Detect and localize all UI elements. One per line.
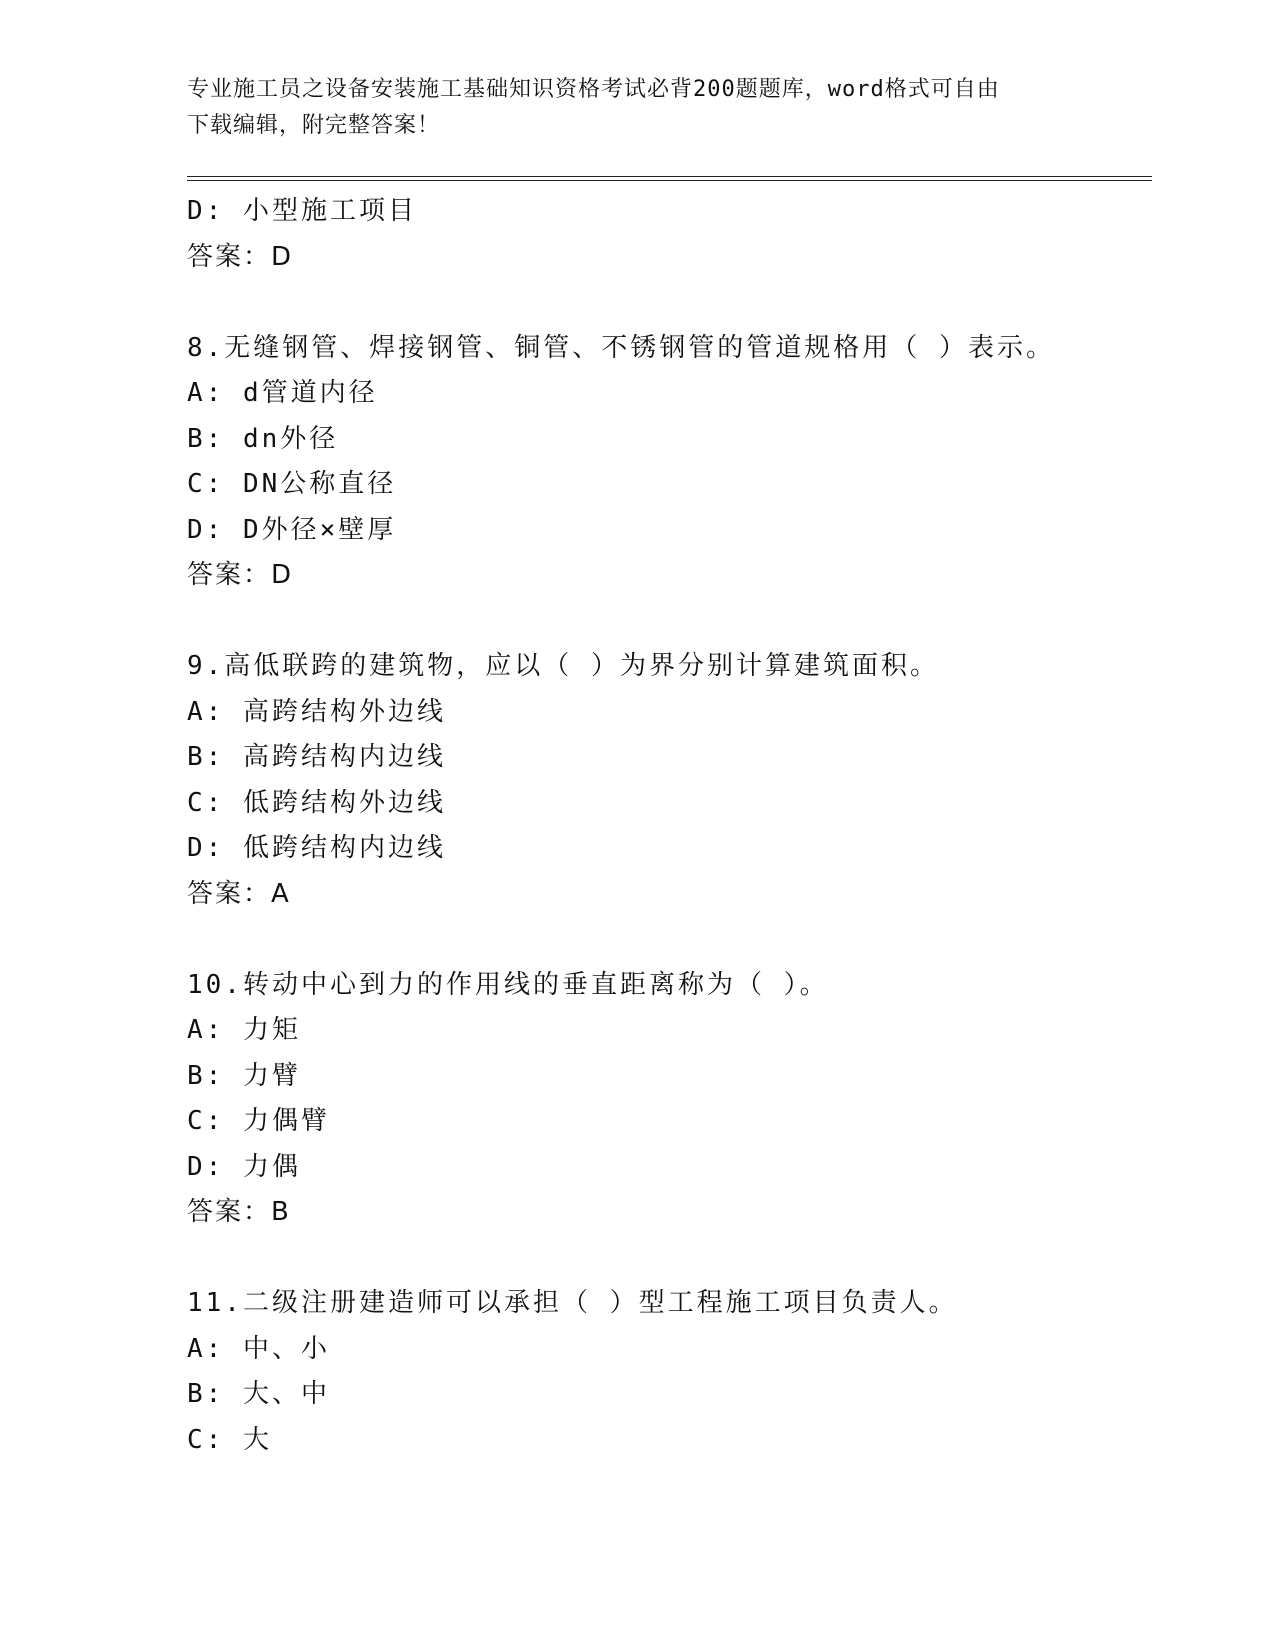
option-b: B: 力臂 — [187, 1060, 301, 1091]
question-text: 8.无缝钢管、焊接钢管、铜管、不锈钢管的管道规格用（ ）表示。 — [187, 332, 1055, 363]
question-11 — [187, 1281, 1152, 1463]
question-8 — [187, 326, 1152, 599]
spacer — [187, 599, 1152, 645]
option-a: A: 高跨结构外边线 — [187, 696, 446, 727]
answer: 答案：A — [187, 878, 291, 909]
option-d: D: D外径×壁厚 — [187, 514, 397, 545]
prev-answer: 答案：D — [187, 241, 294, 272]
question-10 — [187, 963, 1152, 1236]
option-d: D: 力偶 — [187, 1151, 301, 1182]
answer: 答案：B — [187, 1197, 291, 1227]
question-text: 11.二级注册建造师可以承担（ ）型工程施工项目负责人。 — [187, 1288, 958, 1318]
prev-option-d: D: 小型施工项目 — [187, 196, 417, 226]
question-text: 9.高低联跨的建筑物，应以（ ）为界分别计算建筑面积。 — [187, 651, 939, 681]
spacer — [187, 917, 1152, 963]
option-c: C: 大 — [187, 1424, 272, 1455]
document-page — [187, 72, 1152, 1463]
spacer — [187, 1236, 1152, 1282]
option-c: C: DN公称直径 — [187, 469, 397, 499]
option-c: C: 低跨结构外边线 — [187, 787, 446, 818]
option-a: A: 中、小 — [187, 1333, 330, 1364]
question-text: 10.转动中心到力的作用线的垂直距离称为（ ）。 — [187, 969, 829, 1000]
option-a: A: d管道内径 — [187, 378, 378, 408]
question-9 — [187, 644, 1152, 917]
document-header — [187, 72, 1087, 144]
header-line-2: 下载编辑，附完整答案！ — [187, 113, 441, 138]
option-b: B: 高跨结构内边线 — [187, 742, 446, 772]
option-d: D: 低跨结构内边线 — [187, 833, 446, 863]
option-b: B: 大、中 — [187, 1379, 330, 1409]
answer: 答案：D — [187, 560, 294, 590]
option-a: A: 力矩 — [187, 1015, 301, 1045]
spacer — [187, 280, 1152, 326]
header-line-1: 专业施工员之设备安装施工基础知识资格考试必背200题题库，word格式可自由 — [187, 77, 1000, 102]
option-c: C: 力偶臂 — [187, 1106, 330, 1136]
question-list — [187, 189, 1152, 1463]
header-divider — [187, 176, 1152, 181]
option-b: B: dn外径 — [187, 423, 339, 454]
